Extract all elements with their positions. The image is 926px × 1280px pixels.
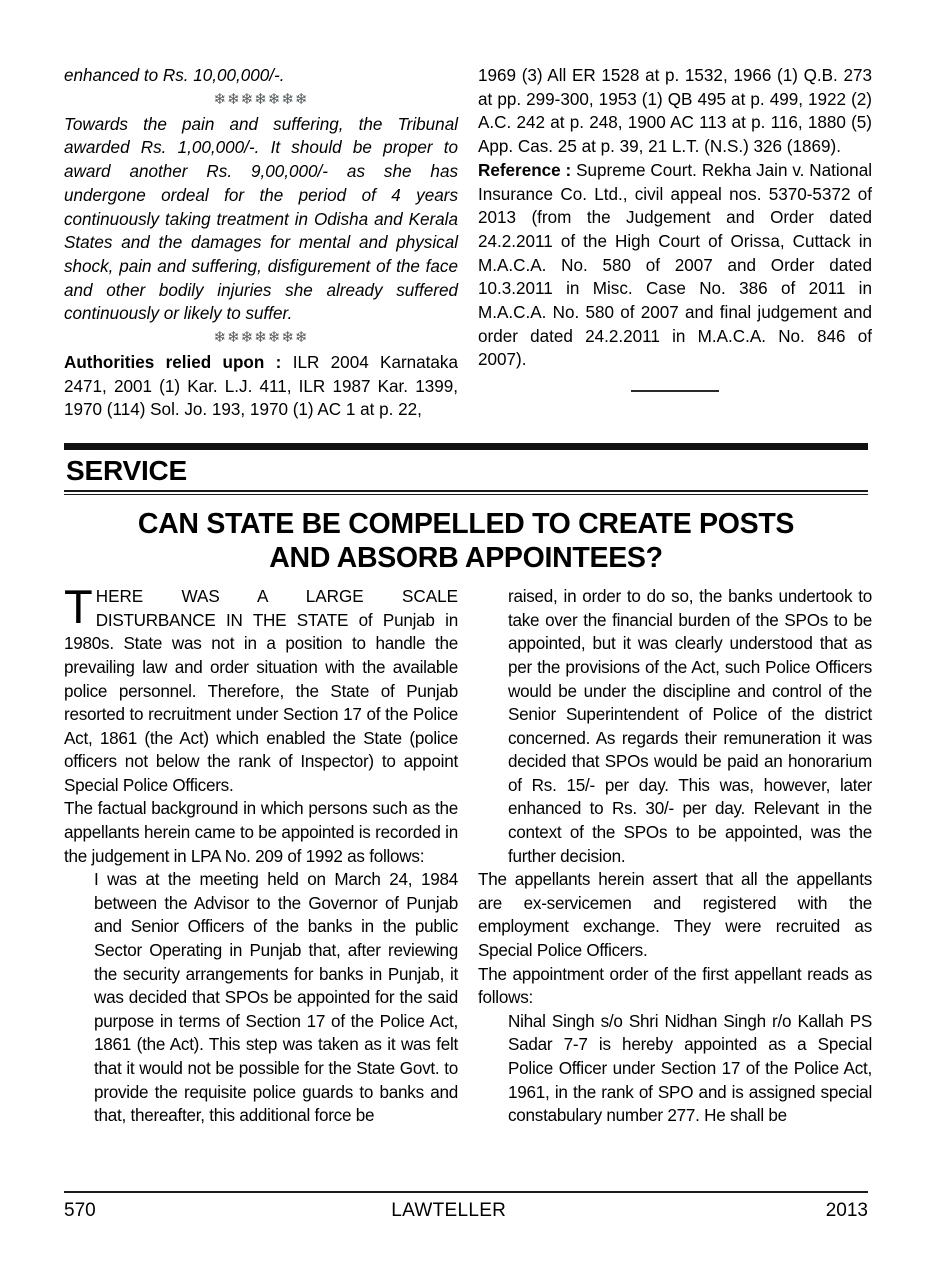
authorities-continued-paragraph: 1969 (3) All ER 1528 at p. 1532, 1966 (1) Q.B. 273 at pp. 299-300, 1953 (1) QB 495 at p. 499, 1922 (2) A.C. 242 at p. 248, 1900 AC 113 at p. 116, 1880 (5) App. Cas. 25 at p. 39, 21 L.T. (N.S.) 326 (1869).: [478, 66, 872, 157]
tribunal-award-paragraph: Towards the pain and suffering, the Tribunal awarded Rs. 1,00,000/-. It should be proper to award another Rs. 9,00,000/- as she has undergone ordeal for the period of 4 years continuously taking treatment in Odisha and Kerala States and the damages for mental and physical shock, pain and suffering, disfigurement of the face and other bodily injuries she already suffered continuously or likely to suffer.: [64, 114, 458, 324]
top-article-left-column: [64, 64, 458, 422]
footer-row: [64, 1200, 868, 1222]
authorities-text: ILR 2004 Karnataka 2471, 2001 (1) Kar. L.J. 411, ILR 1987 Kar. 1399, 1970 (114) Sol. Jo. 193, 1970 (1) AC 1 at p. 22,: [64, 353, 458, 420]
footer-page-number: 570: [64, 1200, 96, 1221]
section-bottom-rule: [64, 490, 868, 492]
section-name: SERVICE: [66, 455, 188, 487]
article-title: [64, 495, 868, 583]
decorative-separator-icon: ❄❄❄❄❄❄❄: [213, 90, 309, 108]
top-article-columns: [64, 64, 872, 422]
decorative-separator-icon-2: ❄❄❄❄❄❄❄: [213, 329, 309, 347]
authorities-paragraph: [64, 351, 458, 422]
footer-year: 2013: [825, 1200, 868, 1221]
opening-rest: of Punjab in 1980s. State was not in a position to handle the prevailing law and order situation with the available police personnel. Therefore, the State of Punjab resorted to recruitment under Section 17 of the Police Act, 1861 (the Act) which enabled the State (police officers not below the rank of Inspector) to appoint Special Police Officers.: [64, 610, 458, 795]
reference-text: Supreme Court. Rekha Jain v. National Insurance Co. Ltd., civil appeal nos. 5370-5372 of 2013 (from the Judgement and Order dated 24.2.2011 of the High Court of Orissa, Cuttack in M.A.C.A. No. 580 of 2007 and Order dated 10.3.2011 in Misc. Case No. 386 of 2011 in M.A.C.A. No. 580 of 2007 and final judgement and order dated 24.2.2011 in M.A.C.A. No. 846 of 2007).: [478, 160, 872, 370]
authorities-label: Authorities relied upon :: [64, 353, 282, 373]
reference-label: Reference :: [478, 160, 572, 180]
article-opening-paragraph: [64, 580, 458, 797]
end-of-article-rule: [631, 390, 719, 392]
article-title-line-2: AND ABSORB APPOINTEES?: [269, 542, 663, 575]
continued-line: enhanced to Rs. 10,00,000/-.: [64, 66, 285, 85]
opening-line-1: HERE WAS A LARGE SCALE: [95, 587, 458, 607]
reference-paragraph: [478, 159, 872, 372]
top-article-right-column: [478, 64, 872, 392]
opening-line-2: DISTURBANCE IN THE STATE: [95, 610, 349, 630]
article-quote-2: Nihal Singh s/o Shri Nidhan Singh r/o Kallah PS Sadar 7-7 is hereby appointed as a Special Police Officer under Section 17 of the Police Act, 1961, in the rank of SPO and is assigned special constabulary number 277. He shall be: [508, 1011, 872, 1126]
article-paragraph-3: The appellants herein assert that all the appellants are ex-servicemen and registered with the employment exchange. They were recruited as Special Police Officers.: [478, 870, 872, 961]
article-quote-1-continued: raised, in order to do so, the banks undertook to take over the financial burden of the SPOs to be appointed, but it was clearly understood that as per the provisions of the Act, such Police Officers would be under the discipline and control of the Senior Superintendent of Police of the district concerned. As regards their remuneration it was decided that SPOs would be paid an honorarium of Rs. 15/- per day. This was, however, later enhanced to Rs. 30/- per day. Relevant in the context of the SPOs to be appointed, was the further decision.: [508, 587, 872, 866]
section-header: [64, 443, 868, 495]
article-paragraph-2: The factual background in which persons such as the appellants herein came to be appointed is recorded in the judgement in LPA No. 209 of 1992 as follows:: [64, 799, 458, 866]
article-body-right-column: [478, 585, 872, 1128]
article-body-left-column: [64, 580, 458, 1128]
section-top-rule: [64, 443, 868, 450]
article-quote-1: I was at the meeting held on March 24, 1984 between the Advisor to the Governor of Punjab and Senior Officers of the banks in the public Sector Operating in Punjab that, after reviewing the security arrangements for banks in Punjab, it was decided that SPOs be appointed for the said purpose in terms of Section 17 of the Police Act, 1861 (the Act). This step was taken as it was felt that it would not be possible for the State Govt. to provide the requisite police guards to banks and that, thereafter, this additional force be: [94, 870, 458, 1126]
page-footer: [64, 1191, 868, 1222]
footer-rule: [64, 1191, 868, 1193]
article-paragraph-4: The appointment order of the first appellant reads as follows:: [478, 964, 872, 1008]
footer-publication-name: LAWTELLER: [391, 1200, 507, 1221]
article-title-line-1: CAN STATE BE COMPELLED TO CREATE POSTS: [137, 508, 795, 541]
article-body-columns: [64, 580, 872, 1128]
drop-cap: T: [64, 580, 93, 634]
